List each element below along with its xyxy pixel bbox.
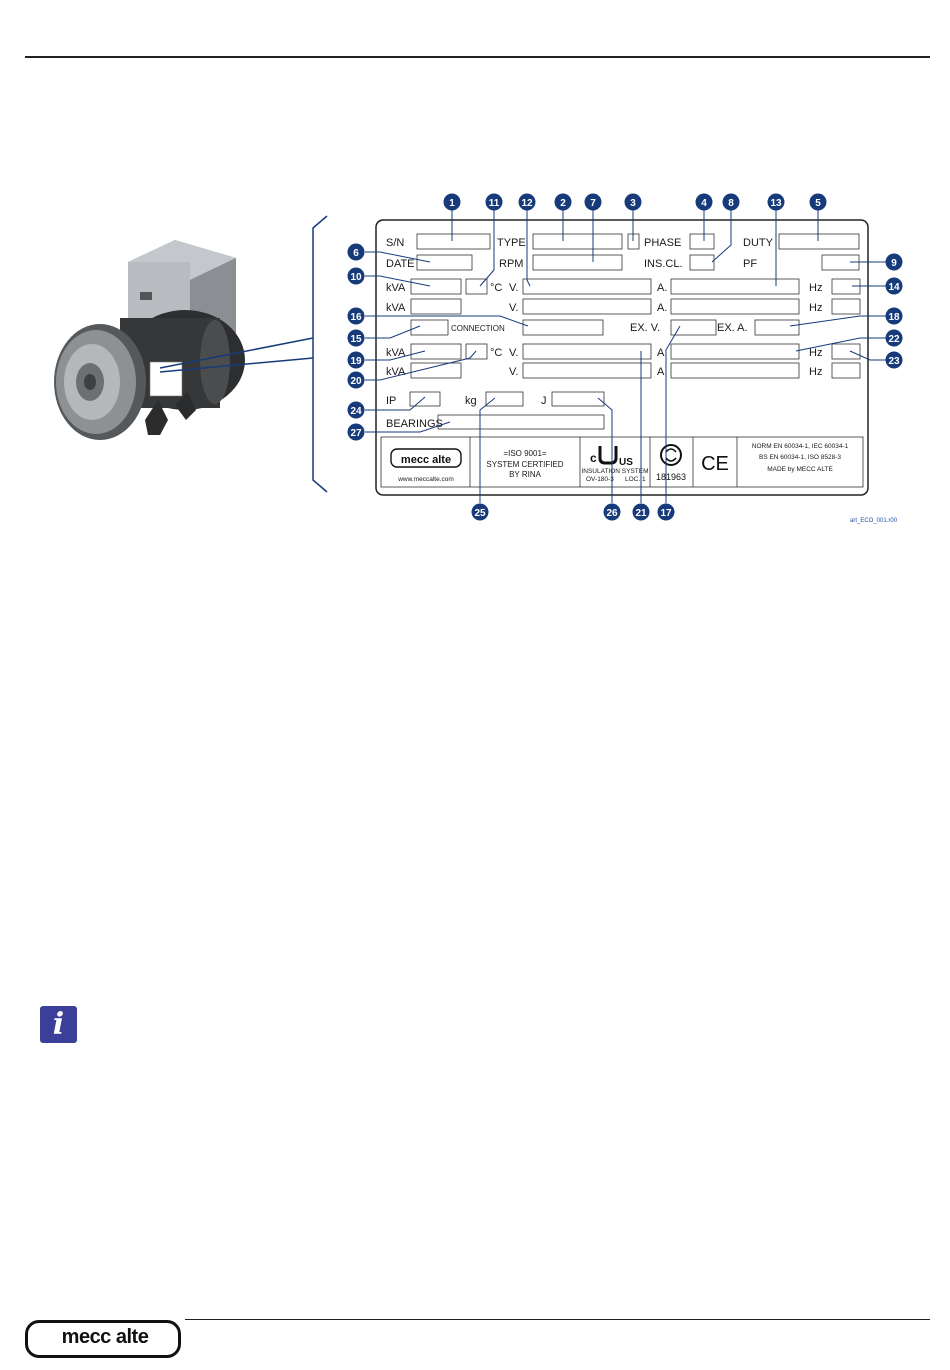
- label-v-3: V.: [509, 347, 519, 359]
- svg-text:11: 11: [488, 198, 500, 209]
- svg-text:27: 27: [350, 428, 362, 439]
- nameplate-figure: [0, 0, 950, 560]
- nameplate-diagram: [0, 0, 950, 560]
- plate-logo: mecc alte: [400, 454, 452, 466]
- svg-text:22: 22: [888, 334, 900, 345]
- label-a-3: A.: [657, 347, 668, 359]
- callout-19: [348, 352, 365, 369]
- iso-line-2: SYSTEM CERTIFIED: [486, 460, 564, 469]
- callout-23: [886, 352, 903, 369]
- callout-14: [886, 278, 903, 295]
- label-exv: EX. V.: [630, 322, 661, 334]
- label-hz-4: Hz: [809, 366, 823, 378]
- ul-c: c: [590, 451, 597, 465]
- callout-8: [723, 194, 740, 211]
- callout-25: [472, 504, 489, 521]
- svg-text:15: 15: [350, 334, 362, 345]
- svg-text:24: 24: [350, 406, 362, 417]
- svg-text:12: 12: [521, 198, 533, 209]
- svg-text:26: 26: [606, 508, 618, 519]
- svg-text:17: 17: [660, 508, 672, 519]
- plate-website: www.meccalte.com: [398, 476, 454, 483]
- label-v-2: V.: [509, 302, 519, 314]
- label-sn: S/N: [386, 237, 405, 249]
- label-v-1: V.: [509, 282, 519, 294]
- svg-text:10: 10: [350, 272, 362, 283]
- svg-text:25: 25: [474, 508, 486, 519]
- label-inscl: INS.CL.: [644, 258, 683, 270]
- label-rpm: RPM: [499, 258, 524, 270]
- csa-number: 181963: [655, 472, 687, 482]
- label-pf: PF: [743, 258, 758, 270]
- ul-line-2b: LOC. 1: [625, 476, 646, 483]
- label-hz-2: Hz: [809, 302, 823, 314]
- callout-24: [348, 402, 365, 419]
- callout-10: [348, 268, 365, 285]
- svg-text:13: 13: [770, 198, 782, 209]
- callout-11: [486, 194, 503, 211]
- label-exa: EX. A.: [717, 322, 748, 334]
- footer-rule: [185, 1319, 930, 1320]
- callout-20: [348, 372, 365, 389]
- callout-21: [633, 504, 650, 521]
- callout-1: [444, 194, 461, 211]
- iso-line-3: BY RINA: [509, 470, 541, 479]
- label-j: J: [541, 395, 547, 407]
- label-phase: PHASE: [644, 237, 682, 249]
- svg-text:3: 3: [630, 198, 636, 209]
- svg-text:8: 8: [728, 198, 734, 209]
- callout-2: [555, 194, 572, 211]
- callout-22: [886, 330, 903, 347]
- label-a-1: A.: [657, 282, 668, 294]
- figure-code: art_ECO_001.r00: [850, 518, 898, 524]
- callout-18: [886, 308, 903, 325]
- callout-13: [768, 194, 785, 211]
- svg-text:5: 5: [815, 198, 821, 209]
- ul-line-2a: OV-180-3: [586, 476, 614, 483]
- footer-logo: [25, 1314, 185, 1362]
- svg-text:6: 6: [353, 248, 359, 259]
- label-date: DATE: [386, 258, 415, 270]
- svg-text:14: 14: [888, 282, 900, 293]
- ul-us: US: [619, 457, 633, 468]
- label-type: TYPE: [497, 237, 526, 249]
- callout-9: [886, 254, 903, 271]
- label-degc-1: °C: [490, 282, 503, 294]
- ce-mark: CE: [701, 453, 729, 475]
- ul-line-1: INSULATION SYSTEM: [581, 468, 649, 475]
- norm-line-2: BS EN 60034-1, ISO 8528-3: [758, 454, 842, 461]
- svg-text:21: 21: [635, 508, 647, 519]
- label-kva-4: kVA: [386, 366, 406, 378]
- label-a-2: A.: [657, 302, 668, 314]
- label-kva-3: kVA: [386, 347, 406, 359]
- callout-4: [696, 194, 713, 211]
- generator-illustration: [54, 240, 245, 440]
- svg-text:2: 2: [560, 198, 566, 209]
- svg-text:16: 16: [350, 312, 362, 323]
- label-hz-1: Hz: [809, 282, 823, 294]
- footer-logo-text: mecc alte: [61, 1326, 149, 1348]
- norm-line-1: NORM EN 60034-1, IEC 60034-1: [751, 443, 849, 450]
- label-bearings: BEARINGS: [386, 418, 443, 430]
- callout-12: [519, 194, 536, 211]
- label-v-4: V.: [509, 366, 519, 378]
- label-duty: DUTY: [743, 237, 773, 249]
- label-ip: IP: [386, 395, 397, 407]
- svg-text:20: 20: [350, 376, 362, 387]
- label-hz-3: Hz: [809, 347, 823, 359]
- callout-17: [658, 504, 675, 521]
- norm-line-3: MADE by MECC ALTE: [767, 466, 833, 473]
- callout-6: [348, 244, 365, 261]
- label-connection: CONNECTION: [451, 324, 505, 333]
- svg-text:7: 7: [590, 198, 596, 209]
- label-degc-2: °C: [490, 347, 503, 359]
- iso-line-1: =ISO 9001=: [503, 449, 547, 458]
- svg-text:19: 19: [350, 356, 362, 367]
- svg-text:18: 18: [888, 312, 900, 323]
- callout-15: [348, 330, 365, 347]
- callout-3: [625, 194, 642, 211]
- label-kg: kg: [465, 395, 477, 407]
- info-icon: i: [40, 1006, 77, 1043]
- callout-7: [585, 194, 602, 211]
- svg-text:1: 1: [449, 198, 455, 209]
- label-kva-2: kVA: [386, 302, 406, 314]
- svg-text:9: 9: [891, 258, 897, 269]
- callout-5: [810, 194, 827, 211]
- label-a-4: A.: [657, 366, 668, 378]
- callout-26: [604, 504, 621, 521]
- callout-27: [348, 424, 365, 441]
- label-kva-1: kVA: [386, 282, 406, 294]
- svg-text:23: 23: [888, 356, 900, 367]
- callout-16: [348, 308, 365, 325]
- svg-text:4: 4: [701, 198, 707, 209]
